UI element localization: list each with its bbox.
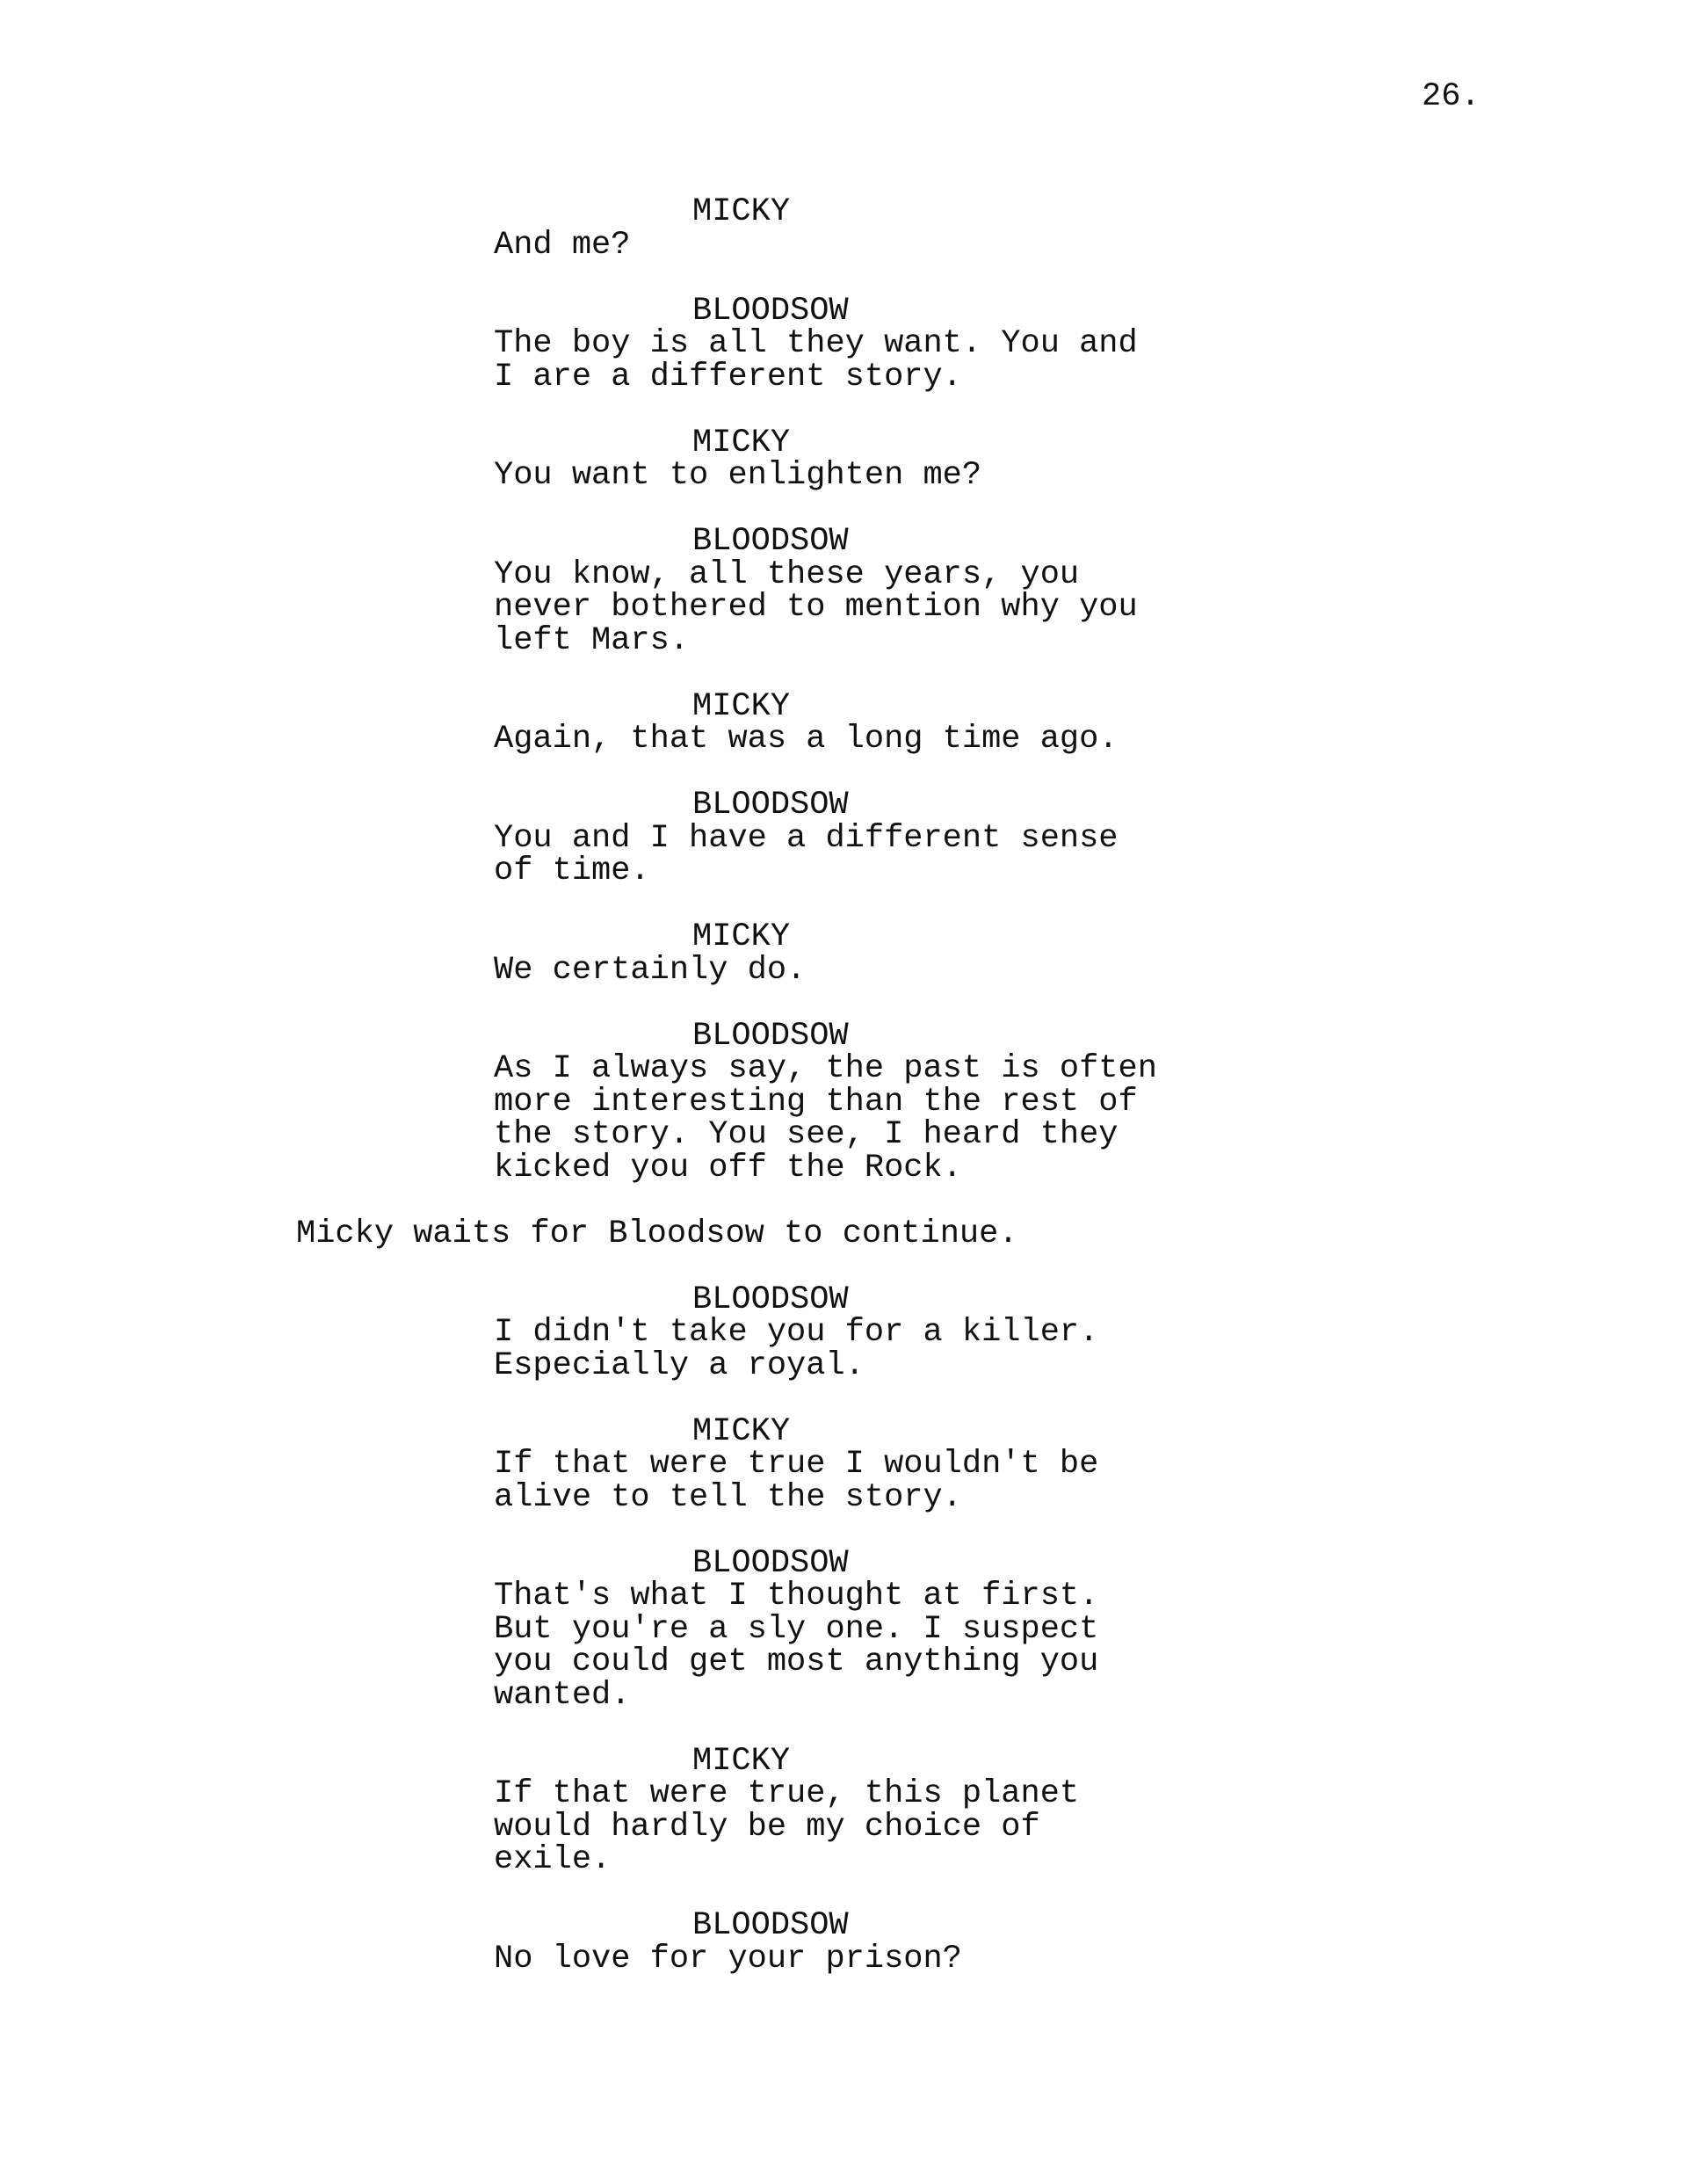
character-cue: BLOODSOW bbox=[692, 1907, 849, 1944]
action-text-line: Micky waits for Bloodsow to continue. bbox=[296, 1215, 1018, 1252]
character-cue: BLOODSOW bbox=[692, 787, 849, 824]
character-cue: MICKY bbox=[692, 424, 791, 461]
dialogue-block bbox=[494, 1050, 1157, 1186]
dialogue-line: Especially a royal. bbox=[494, 1346, 865, 1384]
character-cue: BLOODSOW bbox=[692, 1281, 849, 1318]
dialogue-line: No love for your prison? bbox=[494, 1940, 962, 1977]
dialogue-line: Again, that was a long time ago. bbox=[494, 721, 1119, 758]
dialogue-line: If that were true I wouldn't be bbox=[494, 1446, 1099, 1483]
dialogue-block bbox=[494, 951, 807, 989]
dialogue-line: the story. You see, I heard they bbox=[494, 1116, 1119, 1153]
character-cue: BLOODSOW bbox=[692, 523, 849, 560]
dialogue-line: You want to enlighten me? bbox=[494, 457, 982, 494]
dialogue-line: more interesting than the rest of bbox=[494, 1083, 1138, 1121]
dialogue-line: And me? bbox=[494, 226, 631, 264]
character-cue: MICKY bbox=[692, 687, 791, 725]
character-cue: BLOODSOW bbox=[692, 1544, 849, 1582]
dialogue-block bbox=[494, 457, 982, 494]
dialogue-line: wanted. bbox=[494, 1676, 631, 1714]
character-cue: MICKY bbox=[692, 1412, 791, 1450]
character-cue: BLOODSOW bbox=[692, 292, 849, 330]
page-number: 26. bbox=[1422, 78, 1481, 115]
dialogue-block bbox=[494, 1940, 962, 1977]
dialogue-line: But you're a sly one. I suspect bbox=[494, 1610, 1099, 1648]
dialogue-line: If that were true, this planet bbox=[494, 1775, 1080, 1812]
dialogue-line: I are a different story. bbox=[494, 358, 962, 395]
dialogue-block bbox=[494, 1314, 1099, 1384]
action-line bbox=[296, 1215, 1018, 1252]
dialogue-line: You know, all these years, you bbox=[494, 555, 1080, 593]
dialogue-block bbox=[494, 819, 1119, 889]
dialogue-line: you could get most anything you bbox=[494, 1643, 1099, 1680]
dialogue-line: of time. bbox=[494, 853, 650, 889]
character-cue: MICKY bbox=[692, 1742, 791, 1780]
dialogue-block bbox=[494, 226, 631, 264]
dialogue-line: alive to tell the story. bbox=[494, 1478, 962, 1516]
dialogue-line: That's what I thought at first. bbox=[494, 1578, 1099, 1614]
dialogue-line: As I always say, the past is often bbox=[494, 1050, 1157, 1087]
dialogue-line: You and I have a different sense bbox=[494, 819, 1119, 857]
dialogue-block bbox=[494, 1580, 1098, 1712]
dialogue-line: The boy is all they want. You and bbox=[494, 325, 1138, 362]
dialogue-block bbox=[494, 555, 1138, 659]
character-cue: MICKY bbox=[692, 193, 791, 230]
dialogue-block bbox=[494, 1448, 1098, 1514]
dialogue-block bbox=[494, 325, 1138, 395]
dialogue-line: I didn't take you for a killer. bbox=[494, 1314, 1099, 1351]
character-cue: BLOODSOW bbox=[692, 1017, 849, 1055]
dialogue-line: left Mars. bbox=[494, 621, 690, 659]
dialogue-line: never bothered to mention why you bbox=[494, 589, 1138, 626]
dialogue-line: exile. bbox=[494, 1841, 612, 1878]
character-cue: MICKY bbox=[692, 918, 791, 955]
dialogue-line: would hardly be my choice of bbox=[494, 1808, 1040, 1846]
dialogue-line: kicked you off the Rock. bbox=[494, 1149, 962, 1186]
dialogue-line: We certainly do. bbox=[494, 951, 807, 989]
dialogue-block bbox=[494, 1775, 1080, 1878]
dialogue-block bbox=[494, 723, 1119, 757]
